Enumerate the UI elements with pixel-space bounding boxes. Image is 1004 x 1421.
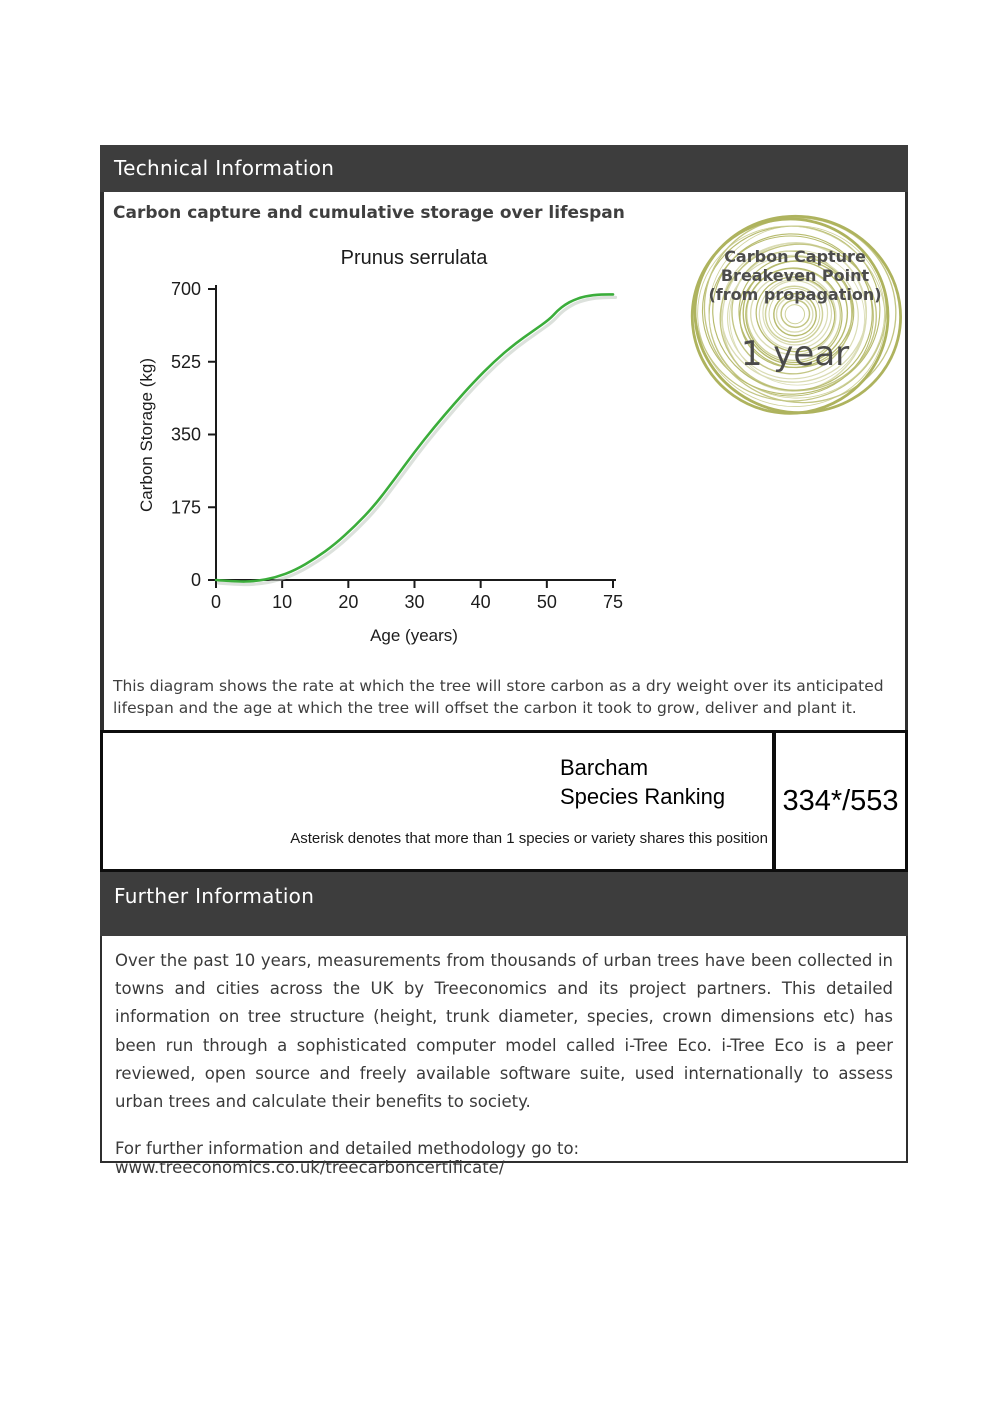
y-tick-label: 0 bbox=[190, 570, 201, 590]
further-information-url-line: For further information and detailed methodology go to: www.treeconomics.co.uk/treecarboncertificate/ bbox=[115, 1139, 580, 1178]
carbon-storage-chart bbox=[130, 230, 675, 650]
y-axis-label: Carbon Storage (kg) bbox=[137, 357, 156, 513]
y-tick-label: 175 bbox=[170, 497, 201, 518]
technical-information-header-bar bbox=[100, 145, 908, 192]
x-tick-label: 20 bbox=[338, 592, 359, 612]
chart-axes bbox=[216, 285, 616, 580]
ranking-org-label bbox=[560, 753, 725, 811]
x-tick-label: 40 bbox=[470, 592, 491, 612]
chart-caption-line1: This diagram shows the rate at which the tree will store carbon as a dry weight over its anticipated bbox=[113, 677, 884, 695]
further-information-title: Further Information bbox=[114, 884, 315, 908]
curve-shadow bbox=[219, 297, 616, 584]
x-tick-label: 30 bbox=[404, 592, 425, 612]
chart-caption-line2: lifespan and the age at which the tree will offset the carbon it took to grow, deliver and plant it. bbox=[113, 698, 857, 717]
chart-caption bbox=[113, 676, 903, 719]
y-tick-label: 350 bbox=[170, 424, 201, 445]
x-tick-label: 0 bbox=[210, 592, 222, 612]
y-tick-label: 700 bbox=[170, 279, 201, 299]
species-ranking-box bbox=[100, 730, 908, 872]
chart-title: Prunus serrulata bbox=[340, 247, 488, 269]
further-information-header-bar bbox=[100, 872, 908, 936]
ranking-org: Barcham bbox=[560, 755, 649, 780]
chart-section-title: Carbon capture and cumulative storage over lifespan bbox=[113, 203, 625, 223]
breakeven-badge-line3: (from propagation) bbox=[708, 285, 882, 304]
further-information-box bbox=[100, 936, 908, 1178]
tree-rings-graphic bbox=[683, 203, 907, 423]
breakeven-value: 1 year bbox=[740, 334, 850, 374]
breakeven-badge-title bbox=[683, 247, 907, 304]
breakeven-badge-line1: Carbon Capture bbox=[724, 247, 866, 266]
x-tick-label: 50 bbox=[536, 592, 557, 612]
x-tick-label: 75 bbox=[602, 592, 624, 612]
carbon-storage-curve bbox=[216, 294, 613, 581]
ranking-label: Species Ranking bbox=[560, 784, 726, 809]
tree-ring bbox=[784, 303, 807, 325]
y-tick-label: 525 bbox=[170, 351, 201, 372]
ranking-value: 334*/553 bbox=[782, 784, 899, 817]
x-tick-label: 10 bbox=[272, 592, 293, 612]
breakeven-badge-line2: Breakeven Point bbox=[720, 266, 870, 285]
ranking-asterisk-note: Asterisk denotes that more than 1 species or variety shares this position bbox=[290, 830, 768, 847]
technical-information-title: Technical Information bbox=[114, 156, 335, 180]
x-axis-label: Age (years) bbox=[370, 626, 458, 645]
ranking-value-cell bbox=[772, 733, 905, 869]
further-information-paragraph: Over the past 10 years, measurements from thousands of urban trees have been collected in towns and cities across the UK by Treeconomics and its project partners. This detailed information on tree structure (height, trunk diameter, species, crown dimensions etc) has been run through a sophisticated computer model called i-Tree Eco. i-Tree Eco is a peer reviewed, open source and freely available software suite, used internationally to assess urban trees and calculate their benefits to society. bbox=[115, 951, 893, 1112]
